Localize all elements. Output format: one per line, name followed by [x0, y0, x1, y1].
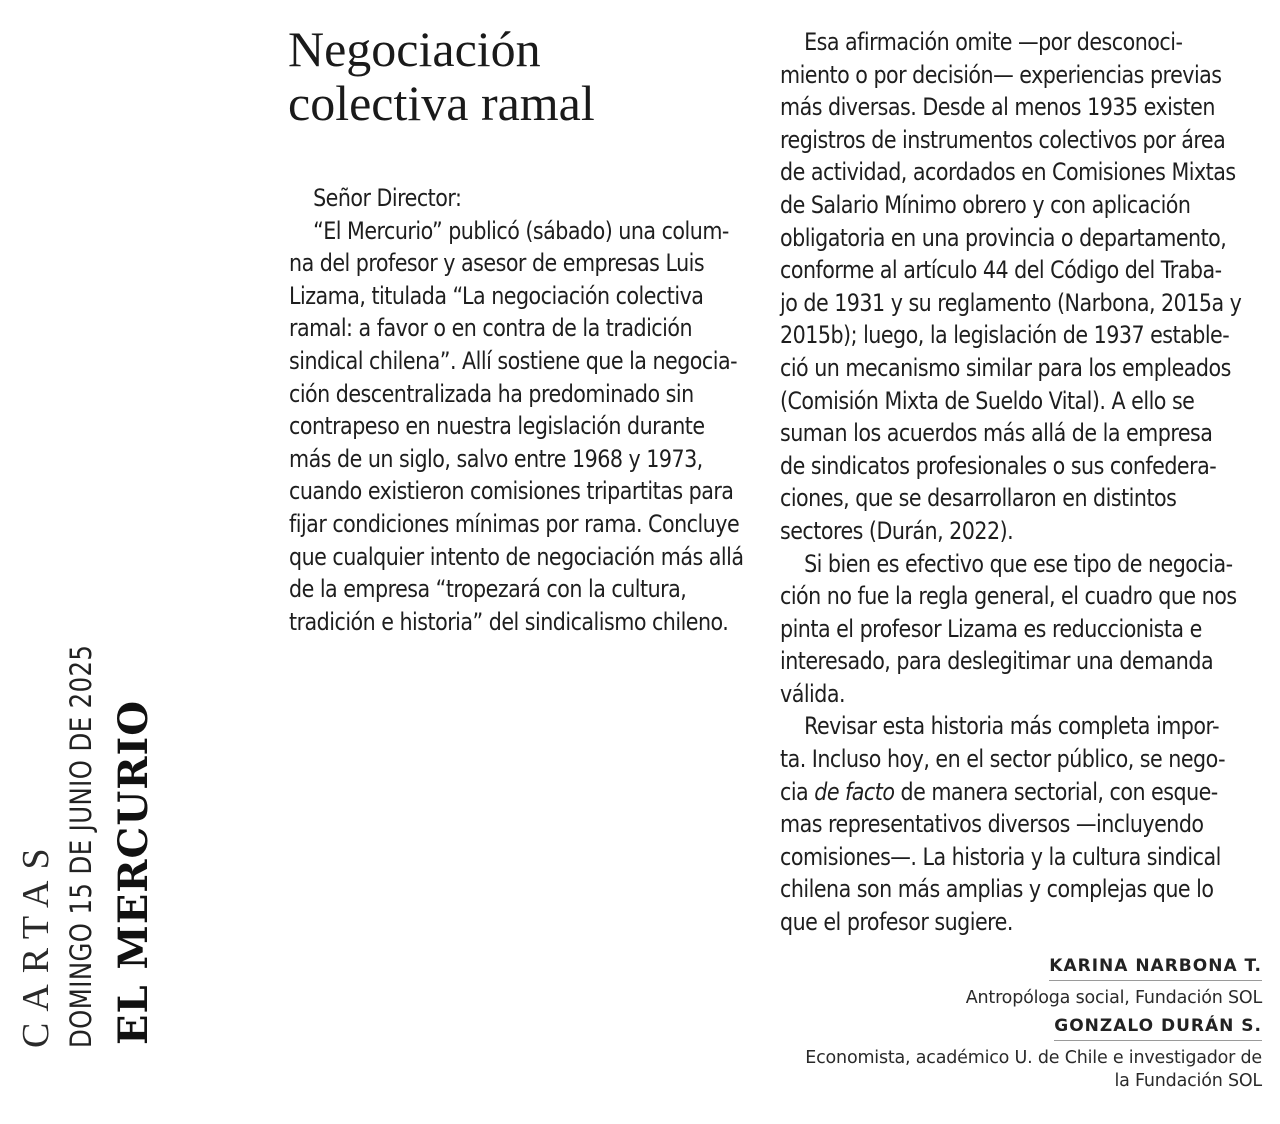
text-line: ta. Incluso hoy, en el sector público, se nego-: [780, 745, 1226, 774]
author-name: KARINA NARBONA T.: [1049, 956, 1262, 981]
signature-block: [762, 956, 1262, 1099]
text-line: fijar condiciones mínimas por rama. Concluye: [289, 509, 740, 538]
text-line: Esa afirmación omite —por desconoci-: [804, 28, 1183, 56]
author-role: [762, 987, 1262, 1010]
text-line: ción no fue la regla general, el cuadro que nos: [780, 582, 1237, 611]
signature: [762, 956, 1262, 1010]
title-line: colectiva ramal: [288, 75, 595, 131]
text-line: interesado, para deslegitimar una demanda: [780, 647, 1214, 676]
letter-left-column: [289, 182, 769, 638]
text-line: ció un mecanismo similar para los empleados: [780, 353, 1231, 382]
text-line: conforme al artículo 44 del Código del Traba-: [780, 256, 1222, 285]
newspaper-name: EL MERCURIO: [110, 699, 157, 1045]
text-line: de la empresa “tropezará con la cultura,: [289, 575, 687, 604]
text-line: miento o por decisión— experiencias previas: [780, 60, 1222, 89]
text-line: cuando existieron comisiones tripartitas para: [289, 477, 734, 506]
text-line: sindical chilena”. Allí sostiene que la negocia-: [289, 346, 738, 375]
text-line: ciones, que se desarrollaron en distintos: [780, 484, 1177, 513]
text-line: contrapeso en nuestra legislación durante: [289, 412, 705, 441]
text-line: obligatoria en una provincia o departamento,: [780, 223, 1227, 252]
page-spine: [0, 0, 180, 1124]
author-role: [762, 1047, 1262, 1093]
author-name: GONZALO DURÁN S.: [1054, 1016, 1262, 1041]
text-line: más de un siglo, salvo entre 1968 y 1973,: [289, 444, 703, 473]
text-line: tradición e historia” del sindicalismo chileno.: [289, 607, 729, 636]
title-line: Negociación: [288, 21, 541, 77]
text-line: de sindicatos profesionales o sus confedera-: [780, 451, 1217, 480]
article-title: [288, 22, 728, 130]
signature: [762, 1016, 1262, 1093]
text-line: Si bien es efectivo que ese tipo de negocia-: [804, 549, 1233, 578]
text-line: de actividad, acordados en Comisiones Mixtas: [780, 158, 1236, 187]
text-line: “El Mercurio” publicó (sábado) una colum-: [313, 216, 729, 245]
text-line: chilena son más amplias y complejas que lo: [780, 875, 1214, 904]
section-label: CARTAS: [15, 837, 57, 1048]
text-line: Revisar esta historia más completa impor-: [804, 712, 1220, 741]
text-line: na del profesor y asesor de empresas Luis: [289, 249, 705, 278]
role-line: la Fundación SOL: [1114, 1071, 1262, 1091]
text-fragment: cia: [780, 777, 815, 806]
text-line: registros de instrumentos colectivos por área: [780, 125, 1226, 154]
role-line: Economista, académico U. de Chile e investigador de: [805, 1048, 1262, 1068]
role-line: Antropóloga social, Fundación SOL: [965, 988, 1262, 1008]
text-line: (Comisión Mixta de Sueldo Vital). A ello se: [780, 386, 1195, 415]
salutation: Señor Director:: [313, 184, 462, 212]
text-line: que el profesor sugiere.: [780, 908, 1013, 937]
text-line-with-italic: [780, 776, 1218, 809]
text-line: más diversas. Desde al menos 1935 existen: [780, 93, 1215, 122]
text-line: de Salario Mínimo obrero y con aplicación: [780, 190, 1191, 219]
letter-right-column: [780, 26, 1270, 939]
text-line: jo de 1931 y su reglamento (Narbona, 2015a y: [780, 288, 1242, 317]
text-line: Lizama, titulada “La negociación colectiva: [289, 281, 704, 310]
text-fragment: de manera sectorial, con esque-: [894, 777, 1218, 806]
text-line: válida.: [780, 679, 846, 708]
text-line: suman los acuerdos más allá de la empresa: [780, 419, 1213, 448]
text-line: ción descentralizada ha predominado sin: [289, 379, 694, 408]
text-line: comisiones—. La historia y la cultura sindical: [780, 842, 1221, 871]
text-line: ramal: a favor o en contra de la tradición: [289, 314, 693, 343]
text-line: sectores (Durán, 2022).: [780, 516, 1014, 545]
publication-date: DOMINGO 15 DE JUNIO DE 2025: [64, 644, 98, 1048]
text-line: que cualquier intento de negociación más allá: [289, 542, 744, 571]
italic-phrase: de facto: [814, 777, 895, 806]
text-line: mas representativos diversos —incluyendo: [780, 810, 1204, 839]
text-line: pinta el profesor Lizama es reduccionista e: [780, 614, 1202, 643]
text-line: 2015b); luego, la legislación de 1937 estable-: [780, 321, 1230, 350]
